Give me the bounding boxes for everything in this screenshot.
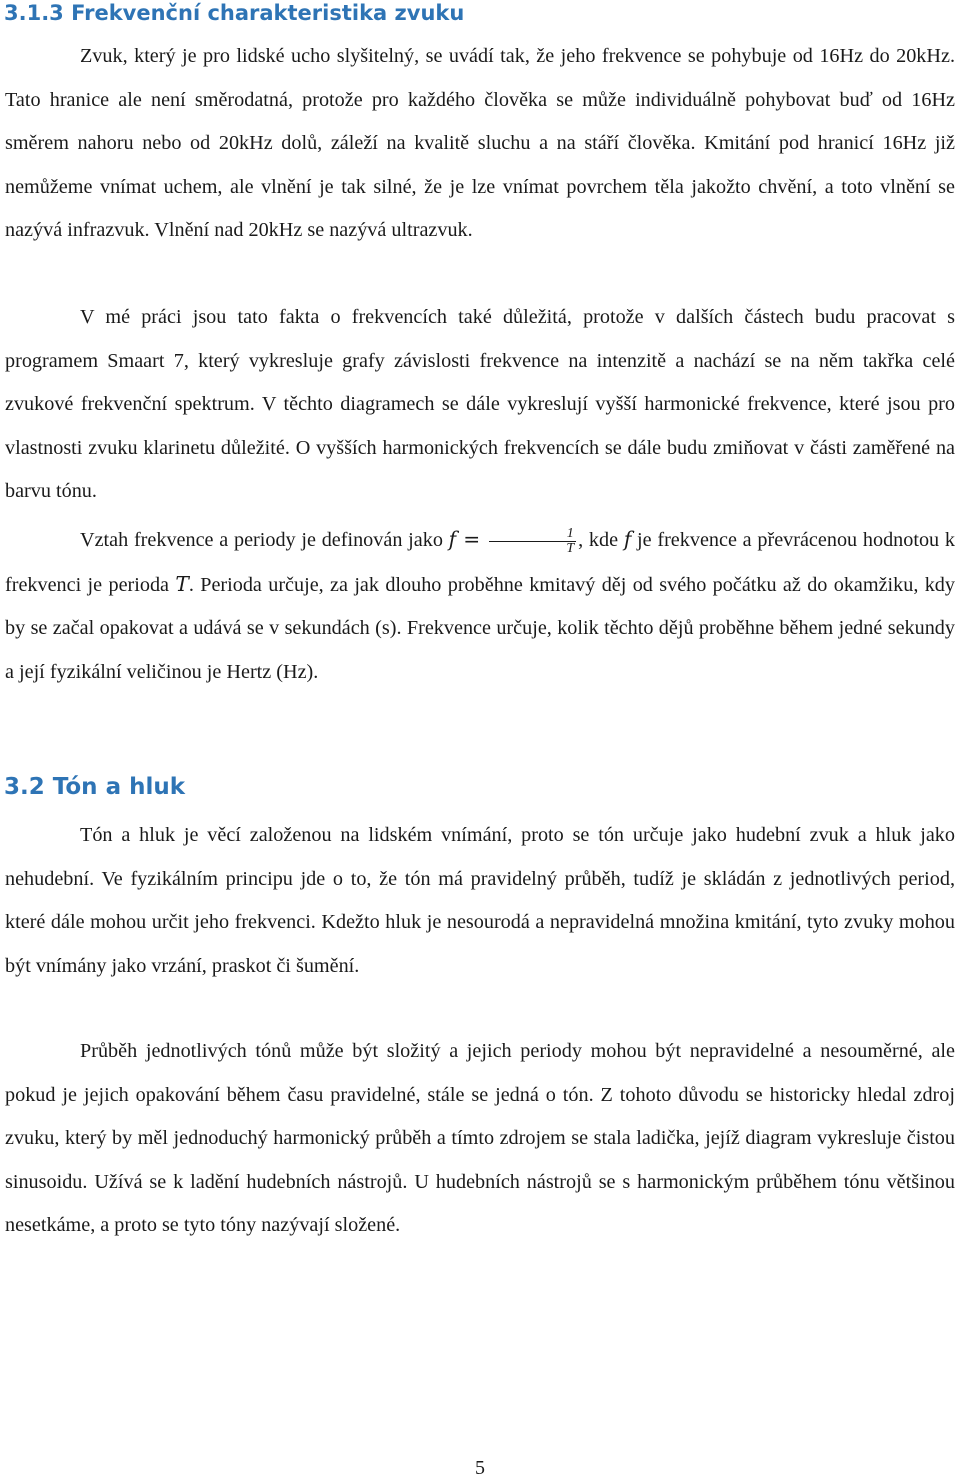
math-equals: = [456,527,488,551]
page-number: 5 [475,1457,485,1479]
paragraph-tone-noise: Tón a hluk je věcí založenou na lidském vnímání, proto se tón určuje jako hudební zvuk a hluk jako nehudební. Ve fyzikálním principu jde o to, že tón má pravidelný průběh, tudíž je skládán z jednotlivých period, které dále mohou určit jeho frekvenci. Kdežto hluk je nesourodá a nepravidelná množina kmitání, tyto zvuky mohou být vnímány jako vrzání, praskot či šumění. [5,824,955,977]
text-run: . Perioda určuje, za jak dlouho proběhne kmitavý děj od svého počátku až do okamžiku, kdy by se začal opakovat a udává se v sekundách (s). Frekvence určuje, kolik těchto dějů proběhne během jedné sekundy a její fyzikální veličinou je Hertz (Hz). [5,573,955,683]
math-fraction [489,527,576,556]
paragraph-frequency-period [5,518,955,694]
text-run: je frekvence a převrácenou hodnotou k frekvenci je perioda [5,529,955,596]
section-heading-frequency: 3.1.3 Frekvenční charakteristika zvuku [4,1,465,25]
section-heading-tone-noise: 3.2 Tón a hluk [4,774,186,800]
fraction-numerator: 1 [489,527,576,542]
fraction-denominator: T [566,540,575,556]
paragraph-tuning-fork: Průběh jednotlivých tónů může být složitý a jejich periody mohou být nepravidelné a nesouměrné, ale pokud je jejich opakování během času pravidelné, stále se jedná o tón. Z tohoto důvodu se historicky hledal zdroj zvuku, který by měl jednoduchý harmonický průběh a tímto zdrojem se stala ladička, jejíž diagram vykresluje čistou sinusoidu. Užívá se k ladění hudebních nástrojů. U hudebních nástrojů se s harmonickým průběhem tónu většinou nesetkáme, a proto se tyto tóny nazývají složené. [5,1040,955,1237]
math-symbol-f: f [623,527,632,551]
math-symbol-f: f [448,527,457,551]
paragraph-smaart: V mé práci jsou tato fakta o frekvencích také důležitá, protože v dalších částech budu pracovat s programem Smaart 7, který vykresluje grafy závislosti frekvence na intenzitě a nachází se na něm takřka celé zvukové frekvenční spektrum. V těchto diagramech se dále vykreslují vyšší harmonické frekvence, které jsou pro vlastnosti zvuku klarinetu důležité. O vyšších harmonických frekvencích se dále budu zmiňovat v části zaměřené na barvu tónu. [5,306,955,503]
text-run: Vztah frekvence a periody je definován jako [80,529,449,551]
text-run: , kde [578,529,624,551]
paragraph-audible-range: Zvuk, který je pro lidské ucho slyšitelný, se uvádí tak, že jeho frekvence se pohybuje od 16Hz do 20kHz. Tato hranice ale není směrodatná, protože pro každého člověka se může individuálně pohybovat buď od 16Hz směrem nahoru nebo od 20kHz dolů, záleží na kvalitě sluchu a na stáří člověka. Kmitání pod hranicí 16Hz již nemůžeme vnímat uchem, ale vlnění je tak silné, že je lze vnímat povrchem těla jakožto chvění, a toto vlnění se nazývá infrazvuk. Vlnění nad 20kHz se nazývá ultrazvuk. [5,45,955,242]
math-symbol-t: T [175,571,189,596]
